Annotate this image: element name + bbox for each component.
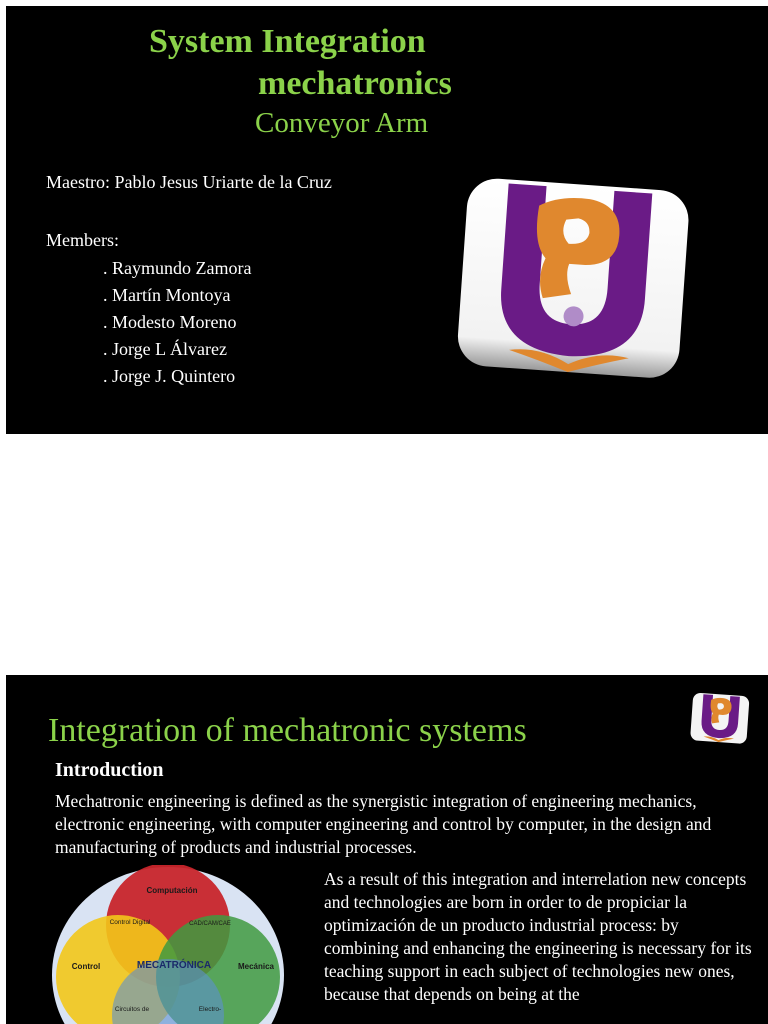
members-label: Members: bbox=[46, 230, 119, 250]
member-item: . Modesto Moreno bbox=[103, 312, 237, 332]
mechatronics-venn-diagram bbox=[52, 865, 292, 1024]
label-control: Control bbox=[71, 962, 101, 971]
subtitle: Conveyor Arm bbox=[255, 107, 429, 139]
label-electro: Electro- bbox=[198, 1006, 222, 1013]
label-control-digital: Control Digital bbox=[109, 919, 151, 926]
members-list bbox=[103, 255, 251, 390]
title-slide bbox=[6, 6, 768, 434]
title-line-1: System Integration bbox=[149, 23, 426, 60]
maestro-line: Maestro: Pablo Jesus Uriarte de la Cruz bbox=[46, 172, 332, 192]
label-center: MECATRÓNICA bbox=[136, 960, 212, 971]
member-item: . Jorge J. Quintero bbox=[103, 366, 236, 386]
label-cad: CAD/CAM/CAE bbox=[189, 921, 231, 927]
section-heading: Introduction bbox=[55, 759, 164, 781]
title-line-2: mechatronics bbox=[258, 65, 452, 102]
content-slide bbox=[6, 675, 768, 1024]
university-logo-icon bbox=[444, 176, 696, 386]
university-logo-icon bbox=[687, 691, 751, 747]
member-item: . Jorge L Álvarez bbox=[103, 339, 227, 359]
label-mecanica: Mecánica bbox=[237, 962, 275, 971]
intro-paragraph: Mechatronic engineering is defined as the synergistic integration of engineering mechanics, electronic engineering, with computer engineering and control by computer, in the design and manufacturing of products and industrial processes. bbox=[55, 791, 712, 857]
result-paragraph: As a result of this integration and interrelation new concepts and technologies are born in order to de propiciar la optimización de un producto industrial process: by combining and enhancing the engineering is necessary for its teaching support in each subject of technologies new ones, because that depends on being at the bbox=[324, 869, 752, 1004]
label-circuitos: Circuitos de bbox=[114, 1006, 150, 1013]
label-computacion: Computación bbox=[146, 886, 198, 895]
slide-title: Integration of mechatronic systems bbox=[48, 712, 527, 749]
member-item: . Martín Montoya bbox=[103, 285, 231, 305]
member-item: . Raymundo Zamora bbox=[103, 258, 252, 278]
